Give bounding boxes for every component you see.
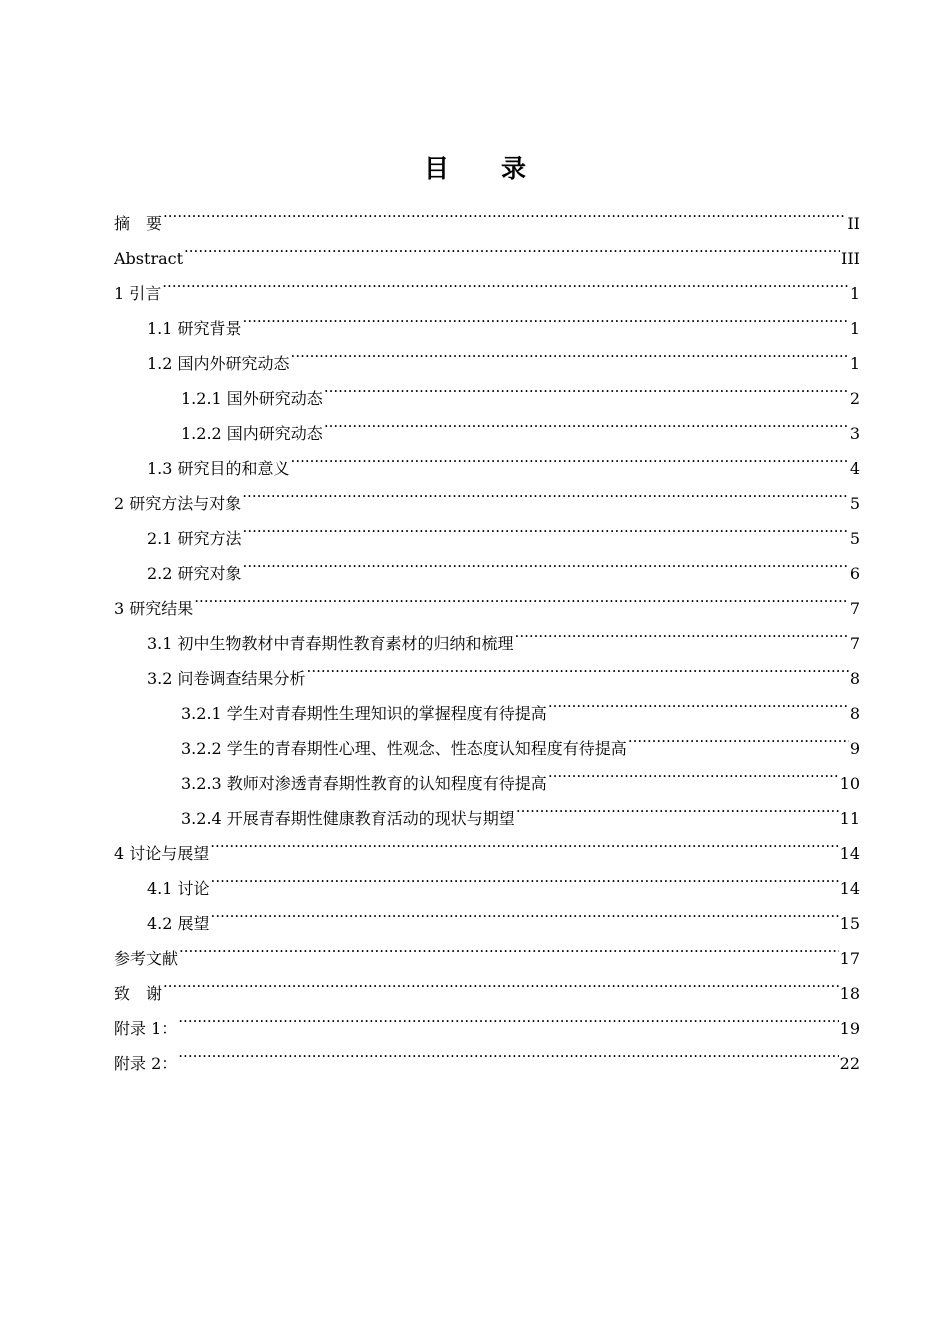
toc-entry-label: 附录 1： [114, 1019, 178, 1038]
dot-leader [162, 264, 849, 299]
toc-entry-label: 3.2.4 开展青春期性健康教育活动的现状与期望 [181, 809, 515, 828]
toc-entry-label: 3.2.2 学生的青春期性心理、性观念、性态度认知程度有待提高 [181, 739, 627, 758]
toc-entry-page: 10 [839, 774, 860, 793]
toc-entry-section-1-1[interactable] [114, 299, 860, 338]
dot-leader [291, 439, 849, 474]
toc-entry-label: 1.3 研究目的和意义 [147, 459, 290, 478]
dot-leader [243, 299, 849, 334]
dot-leader [548, 754, 839, 789]
dot-leader [178, 999, 838, 1034]
toc-entry-label: 4.2 展望 [147, 914, 210, 933]
toc-entry-abstract-en[interactable] [114, 229, 860, 268]
dot-leader [291, 334, 849, 369]
toc-entry-label: 2.1 研究方法 [147, 529, 242, 548]
toc-entry-page: 3 [849, 424, 860, 443]
toc-entry-page: 2 [849, 389, 860, 408]
toc-entry-page: 15 [839, 914, 860, 933]
toc-entry-page: 1 [849, 284, 860, 303]
toc-entry-page: 5 [849, 529, 860, 548]
toc-entry-section-4-2[interactable] [114, 894, 860, 933]
toc-entry-label: 参考文献 [114, 949, 179, 968]
dot-leader [178, 1034, 838, 1069]
dot-leader [163, 964, 839, 999]
toc-entry-page: 14 [839, 844, 860, 863]
toc-entry-chapter-3[interactable] [114, 579, 860, 618]
dot-leader [242, 474, 849, 509]
toc-entry-page: 19 [839, 1019, 860, 1038]
dot-leader [628, 719, 849, 754]
toc-entry-label: 4.1 讨论 [147, 879, 210, 898]
dot-leader [163, 194, 846, 229]
toc-entry-label: 1 引言 [114, 284, 162, 303]
dot-leader [243, 544, 849, 579]
title-char-2: 录 [501, 153, 527, 183]
toc-entry-label: 3.2 问卷调查结果分析 [147, 669, 306, 688]
dot-leader [211, 859, 839, 894]
toc-entry-section-3-1[interactable] [114, 614, 860, 653]
toc-entry-page: 17 [839, 949, 860, 968]
toc-entry-appendix-1[interactable] [114, 999, 860, 1038]
toc-entry-label: 1.2.2 国内研究动态 [181, 424, 323, 443]
toc-entry-appendix-2[interactable] [114, 1034, 860, 1073]
dot-leader [210, 824, 838, 859]
toc-entry-label: 3.2.1 学生对青春期性生理知识的掌握程度有待提高 [181, 704, 547, 723]
dot-leader [184, 229, 840, 264]
dot-leader [243, 509, 849, 544]
toc-entry-label: 3 研究结果 [114, 599, 194, 618]
toc-entry-label: 2 研究方法与对象 [114, 494, 242, 513]
dot-leader [324, 404, 849, 439]
toc-entry-page: 11 [839, 809, 860, 828]
toc-entry-page: 8 [849, 669, 860, 688]
dot-leader [515, 614, 849, 649]
toc-entry-label: Abstract [114, 249, 184, 268]
toc-entry-label: 致 谢 [114, 984, 163, 1003]
toc-entry-page: 6 [849, 564, 860, 583]
toc-entry-label: 1.2.1 国外研究动态 [181, 389, 323, 408]
dot-leader [194, 579, 849, 614]
dot-leader [324, 369, 849, 404]
toc-entry-page: 7 [849, 634, 860, 653]
toc-entry-chapter-4[interactable] [114, 824, 860, 863]
toc-entry-page: 18 [839, 984, 860, 1003]
toc-entry-page: 9 [849, 739, 860, 758]
toc-entry-page: 4 [849, 459, 860, 478]
toc-entry-page: II [847, 214, 860, 233]
title-char-1: 目 [423, 153, 449, 183]
toc-entry-page: 1 [849, 354, 860, 373]
toc-entry-abstract-cn[interactable] [114, 194, 860, 233]
toc-entry-page: 8 [849, 704, 860, 723]
dot-leader [548, 684, 849, 719]
dot-leader [516, 789, 839, 824]
toc-entry-page: 7 [849, 599, 860, 618]
dot-leader [307, 649, 849, 684]
table-of-contents [114, 194, 860, 1073]
toc-entry-label: 2.2 研究对象 [147, 564, 242, 583]
toc-entry-acknowledgements[interactable] [114, 964, 860, 1003]
toc-entry-page: 1 [849, 319, 860, 338]
dot-leader [179, 929, 839, 964]
toc-entry-section-4-1[interactable] [114, 859, 860, 898]
toc-entry-label: 4 讨论与展望 [114, 844, 210, 863]
toc-entry-page: 14 [839, 879, 860, 898]
toc-entry-label: 摘 要 [114, 214, 163, 233]
toc-entry-label: 3.2.3 教师对渗透青春期性教育的认知程度有待提高 [181, 774, 547, 793]
toc-entry-label: 1.2 国内外研究动态 [147, 354, 290, 373]
page-title [0, 149, 950, 189]
dot-leader [211, 894, 839, 929]
toc-entry-label: 3.1 初中生物教材中青春期性教育素材的归纳和梳理 [147, 634, 514, 653]
toc-entry-label: 1.1 研究背景 [147, 319, 242, 338]
toc-entry-label: 附录 2： [114, 1054, 178, 1073]
toc-entry-references[interactable] [114, 929, 860, 968]
toc-entry-page: III [841, 249, 860, 268]
toc-entry-page: 22 [839, 1054, 860, 1073]
toc-entry-chapter-1[interactable] [114, 264, 860, 303]
toc-entry-page: 5 [849, 494, 860, 513]
